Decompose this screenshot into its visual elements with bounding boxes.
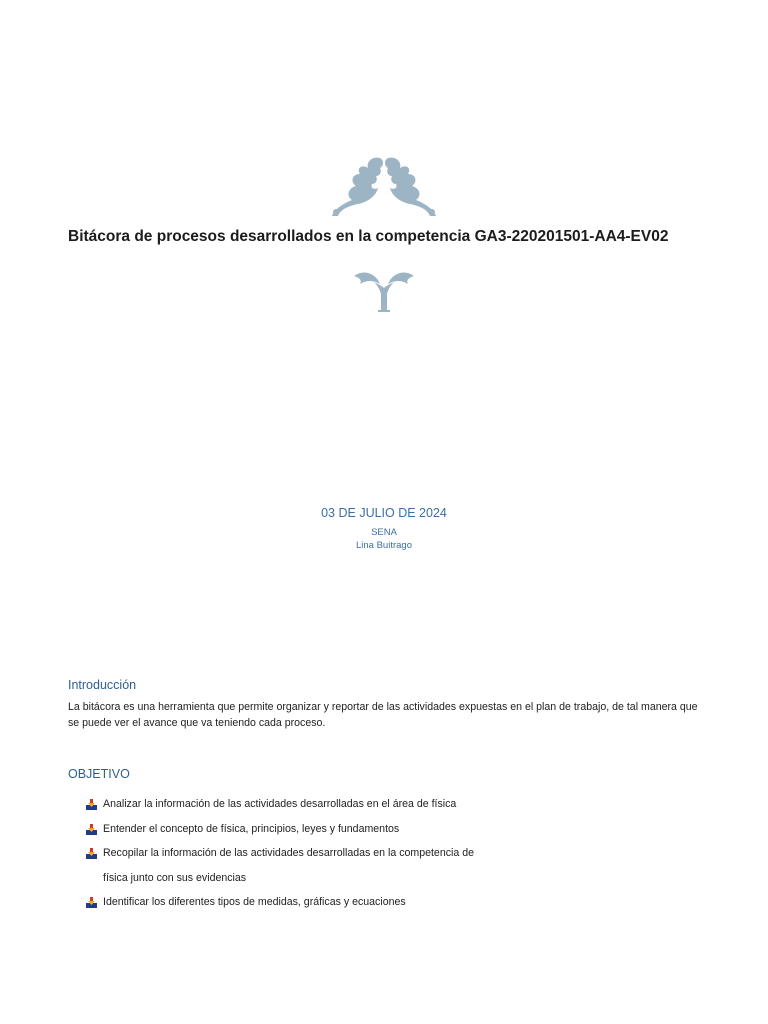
objective-line: física junto con sus evidencias xyxy=(103,871,247,884)
cover-author: Lina Buitrago xyxy=(356,540,412,551)
list-item xyxy=(86,890,706,915)
objective-line: Entender el concepto de física, principios, leyes y fundamentos xyxy=(103,822,400,835)
cover-date: 03 DE JULIO DE 2024 xyxy=(321,506,447,520)
objective-list xyxy=(86,792,706,915)
cover-organization: SENA xyxy=(371,527,397,538)
list-item xyxy=(86,792,706,817)
objective-line: Identificar los diferentes tipos de medidas, gráficas y ecuaciones xyxy=(103,896,406,908)
objective-line: Recopilar la información de las actividades desarrolladas en la competencia de xyxy=(103,847,474,859)
introduction-heading: Introducción xyxy=(68,678,137,692)
document-title: Bitácora de procesos desarrollados en la competencia GA3-220201501-AA4-EV02 xyxy=(68,228,669,245)
introduction-body: La bitácora es una herramienta que permite organizar y reportar de las actividades expuestas en el plan de trabajo, de tal manera que se puede ver el avance que va teniendo cada proceso. xyxy=(68,701,698,729)
floral-scroll-ornament-icon xyxy=(328,154,440,218)
arrow-bullet-icon xyxy=(86,824,97,835)
list-item xyxy=(86,817,706,842)
cover-meta xyxy=(0,505,768,552)
arrow-bullet-icon xyxy=(86,897,97,908)
objective-heading: OBJETIVO xyxy=(68,767,130,781)
list-item xyxy=(86,841,706,890)
arrow-bullet-icon xyxy=(86,799,97,810)
fleur-ornament-icon xyxy=(352,270,416,314)
objective-line: Analizar la información de las actividades desarrolladas en el área de física xyxy=(103,798,457,810)
arrow-bullet-icon xyxy=(86,848,97,859)
